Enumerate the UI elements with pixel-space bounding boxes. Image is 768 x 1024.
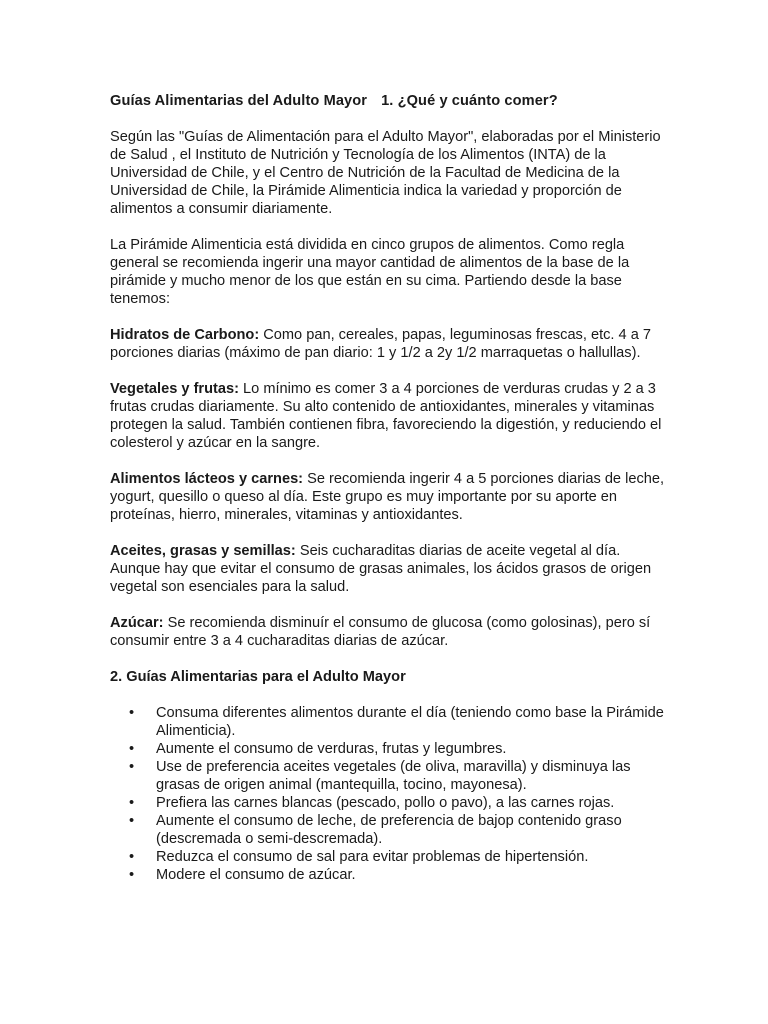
group-azucar xyxy=(110,614,670,650)
intro-paragraph-1: Según las "Guías de Alimentación para el Adulto Mayor", elaboradas por el Ministerio de Salud , el Instituto de Nutrición y Tecnología de los Alimentos (INTA) de la Universidad de Chile, y el Centro de Nutrición de la Facultad de Medicina de la Universidad de Chile, la Pirámide Alimenticia indica la variedad y proporción de alimentos a consumir diariamente. xyxy=(110,129,661,217)
title-section-1: 1. ¿Qué y cuánto comer? xyxy=(381,93,558,109)
group-text: Seis cucharaditas diarias de aceite vegetal al día. Aunque hay que evitar el consumo de grasas animales, los ácidos grasos de origen vegetal son esenciales para la salud. xyxy=(110,543,652,595)
document-body xyxy=(110,92,670,884)
group-vegetales xyxy=(110,380,670,452)
list-item: • Prefiera las carnes blancas (pescado, pollo o pavo), a las carnes rojas. xyxy=(110,794,670,812)
list-item: • Aumente el consumo de leche, de preferencia de bajop contenido graso (descremada o semi-descremada). xyxy=(110,812,670,848)
group-lacteos xyxy=(110,470,670,524)
document-title xyxy=(110,92,670,110)
list-item: • Aumente el consumo de verduras, frutas y legumbres. xyxy=(110,740,670,758)
title-main: Guías Alimentarias del Adulto Mayor xyxy=(110,93,368,109)
section-2-heading: 2. Guías Alimentarias para el Adulto Mayor xyxy=(110,669,406,685)
group-label: Aceites, grasas y semillas: xyxy=(110,543,296,559)
group-text: Se recomienda ingerir 4 a 5 porciones diarias de leche, yogurt, quesillo o queso al día. Este grupo es muy importante por su aporte en proteínas, hierro, minerales, vitaminas y antioxidantes. xyxy=(110,471,665,523)
group-label: Azúcar: xyxy=(110,615,164,631)
group-hidratos xyxy=(110,326,670,362)
group-label: Vegetales y frutas: xyxy=(110,381,239,397)
list-item: • Use de preferencia aceites vegetales (de oliva, maravilla) y disminuya las grasas de origen animal (mantequilla, tocino, mayonesa). xyxy=(110,758,670,794)
guidelines-list xyxy=(110,704,670,884)
group-text: Como pan, cereales, papas, leguminosas frescas, etc. 4 a 7 porciones diarias (máximo de pan diario: 1 y 1/2 a 2y 1/2 marraquetas o hallullas). xyxy=(110,327,651,361)
group-label: Hidratos de Carbono: xyxy=(110,327,260,343)
group-text: Lo mínimo es comer 3 a 4 porciones de verduras crudas y 2 a 3 frutas crudas diariamente. Su alto contenido de antioxidantes, minerales y vitaminas protegen la salud. También contienen fibra, favoreciendo la digestión, y reduciendo el colesterol y azúcar en la sangre. xyxy=(110,381,662,451)
group-label: Alimentos lácteos y carnes: xyxy=(110,471,304,487)
intro-paragraph-2: La Pirámide Alimenticia está dividida en cinco grupos de alimentos. Como regla general se recomienda ingerir una mayor cantidad de alimentos de la base de la pirámide y mucho menor de los que están en su cima. Partiendo desde la base tenemos: xyxy=(110,237,630,307)
list-item: • Consuma diferentes alimentos durante el día (teniendo como base la Pirámide Alimenticia). xyxy=(110,704,670,740)
list-item: • Modere el consumo de azúcar. xyxy=(110,866,670,884)
group-text: Se recomienda disminuír el consumo de glucosa (como golosinas), pero sí consumir entre 3 a 4 cucharaditas diarias de azúcar. xyxy=(110,615,651,649)
group-aceites xyxy=(110,542,670,596)
list-item: • Reduzca el consumo de sal para evitar problemas de hipertensión. xyxy=(110,848,670,866)
